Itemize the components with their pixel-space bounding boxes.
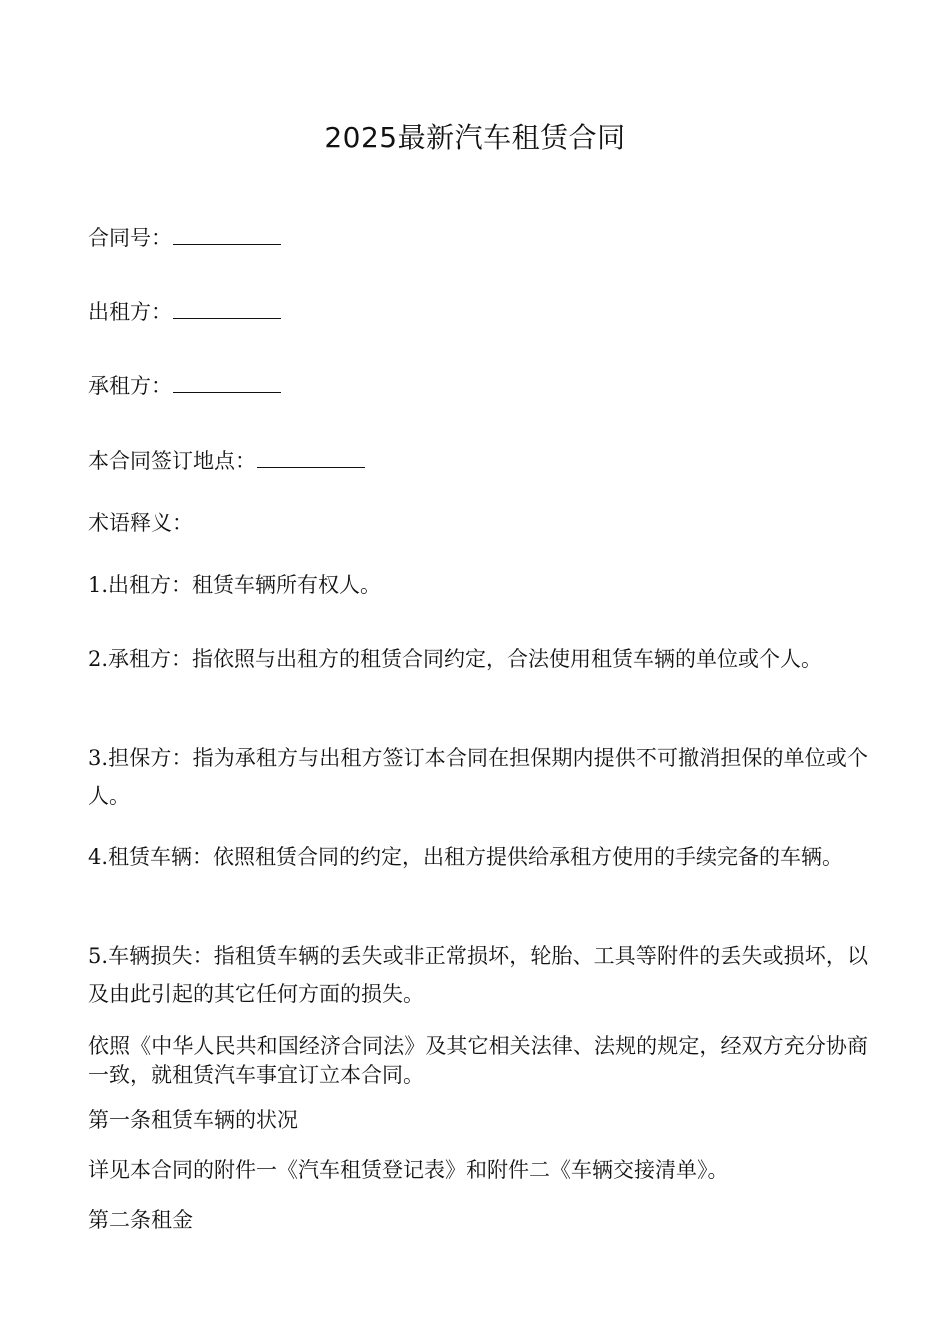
preamble-paragraph: 依照《中华人民共和国经济合同法》及其它相关法律、法规的规定，经双方充分协商一致，就租赁汽车事宜订立本合同。 xyxy=(88,1034,868,1087)
term-item-1: 1.出租方：租赁车辆所有权人。 xyxy=(88,573,382,597)
article-2-title: 第二条租金 xyxy=(88,1208,193,1232)
lessee-field xyxy=(88,366,868,405)
document-title: 2025最新汽车租赁合同 xyxy=(324,121,626,154)
signing-place-field xyxy=(88,441,868,480)
term-item-3: 3.担保方：指为承租方与出租方签订本合同在担保期内提供不可撤消担保的单位或个人。 xyxy=(88,746,868,808)
contract-number-label: 合同号： xyxy=(88,226,172,250)
lessor-label: 出租方： xyxy=(88,300,172,324)
lessee-label: 承租方： xyxy=(88,374,172,398)
article-1-body: 详见本合同的附件一《汽车租赁登记表》和附件二《车辆交接清单》。 xyxy=(88,1158,729,1182)
contract-number-field xyxy=(88,218,868,257)
lessee-blank[interactable] xyxy=(173,366,281,393)
signing-place-label: 本合同签订地点： xyxy=(88,449,256,473)
term-item-2: 2.承租方：指依照与出租方的租赁合同约定，合法使用租赁车辆的单位或个人。 xyxy=(88,647,823,671)
lessor-field xyxy=(88,292,868,331)
lessor-blank[interactable] xyxy=(173,292,281,319)
article-1-title: 第一条租赁车辆的状况 xyxy=(88,1108,298,1132)
terms-heading: 术语释义： xyxy=(88,511,193,535)
contract-number-blank[interactable] xyxy=(173,218,281,245)
term-item-5: 5.车辆损失：指租赁车辆的丢失或非正常损坏，轮胎、工具等附件的丢失或损坏，以及由此引起的其它任何方面的损失。 xyxy=(88,944,868,1006)
signing-place-blank[interactable] xyxy=(257,441,365,468)
term-item-4: 4.租赁车辆：依照租赁合同的约定，出租方提供给承租方使用的手续完备的车辆。 xyxy=(88,845,844,869)
